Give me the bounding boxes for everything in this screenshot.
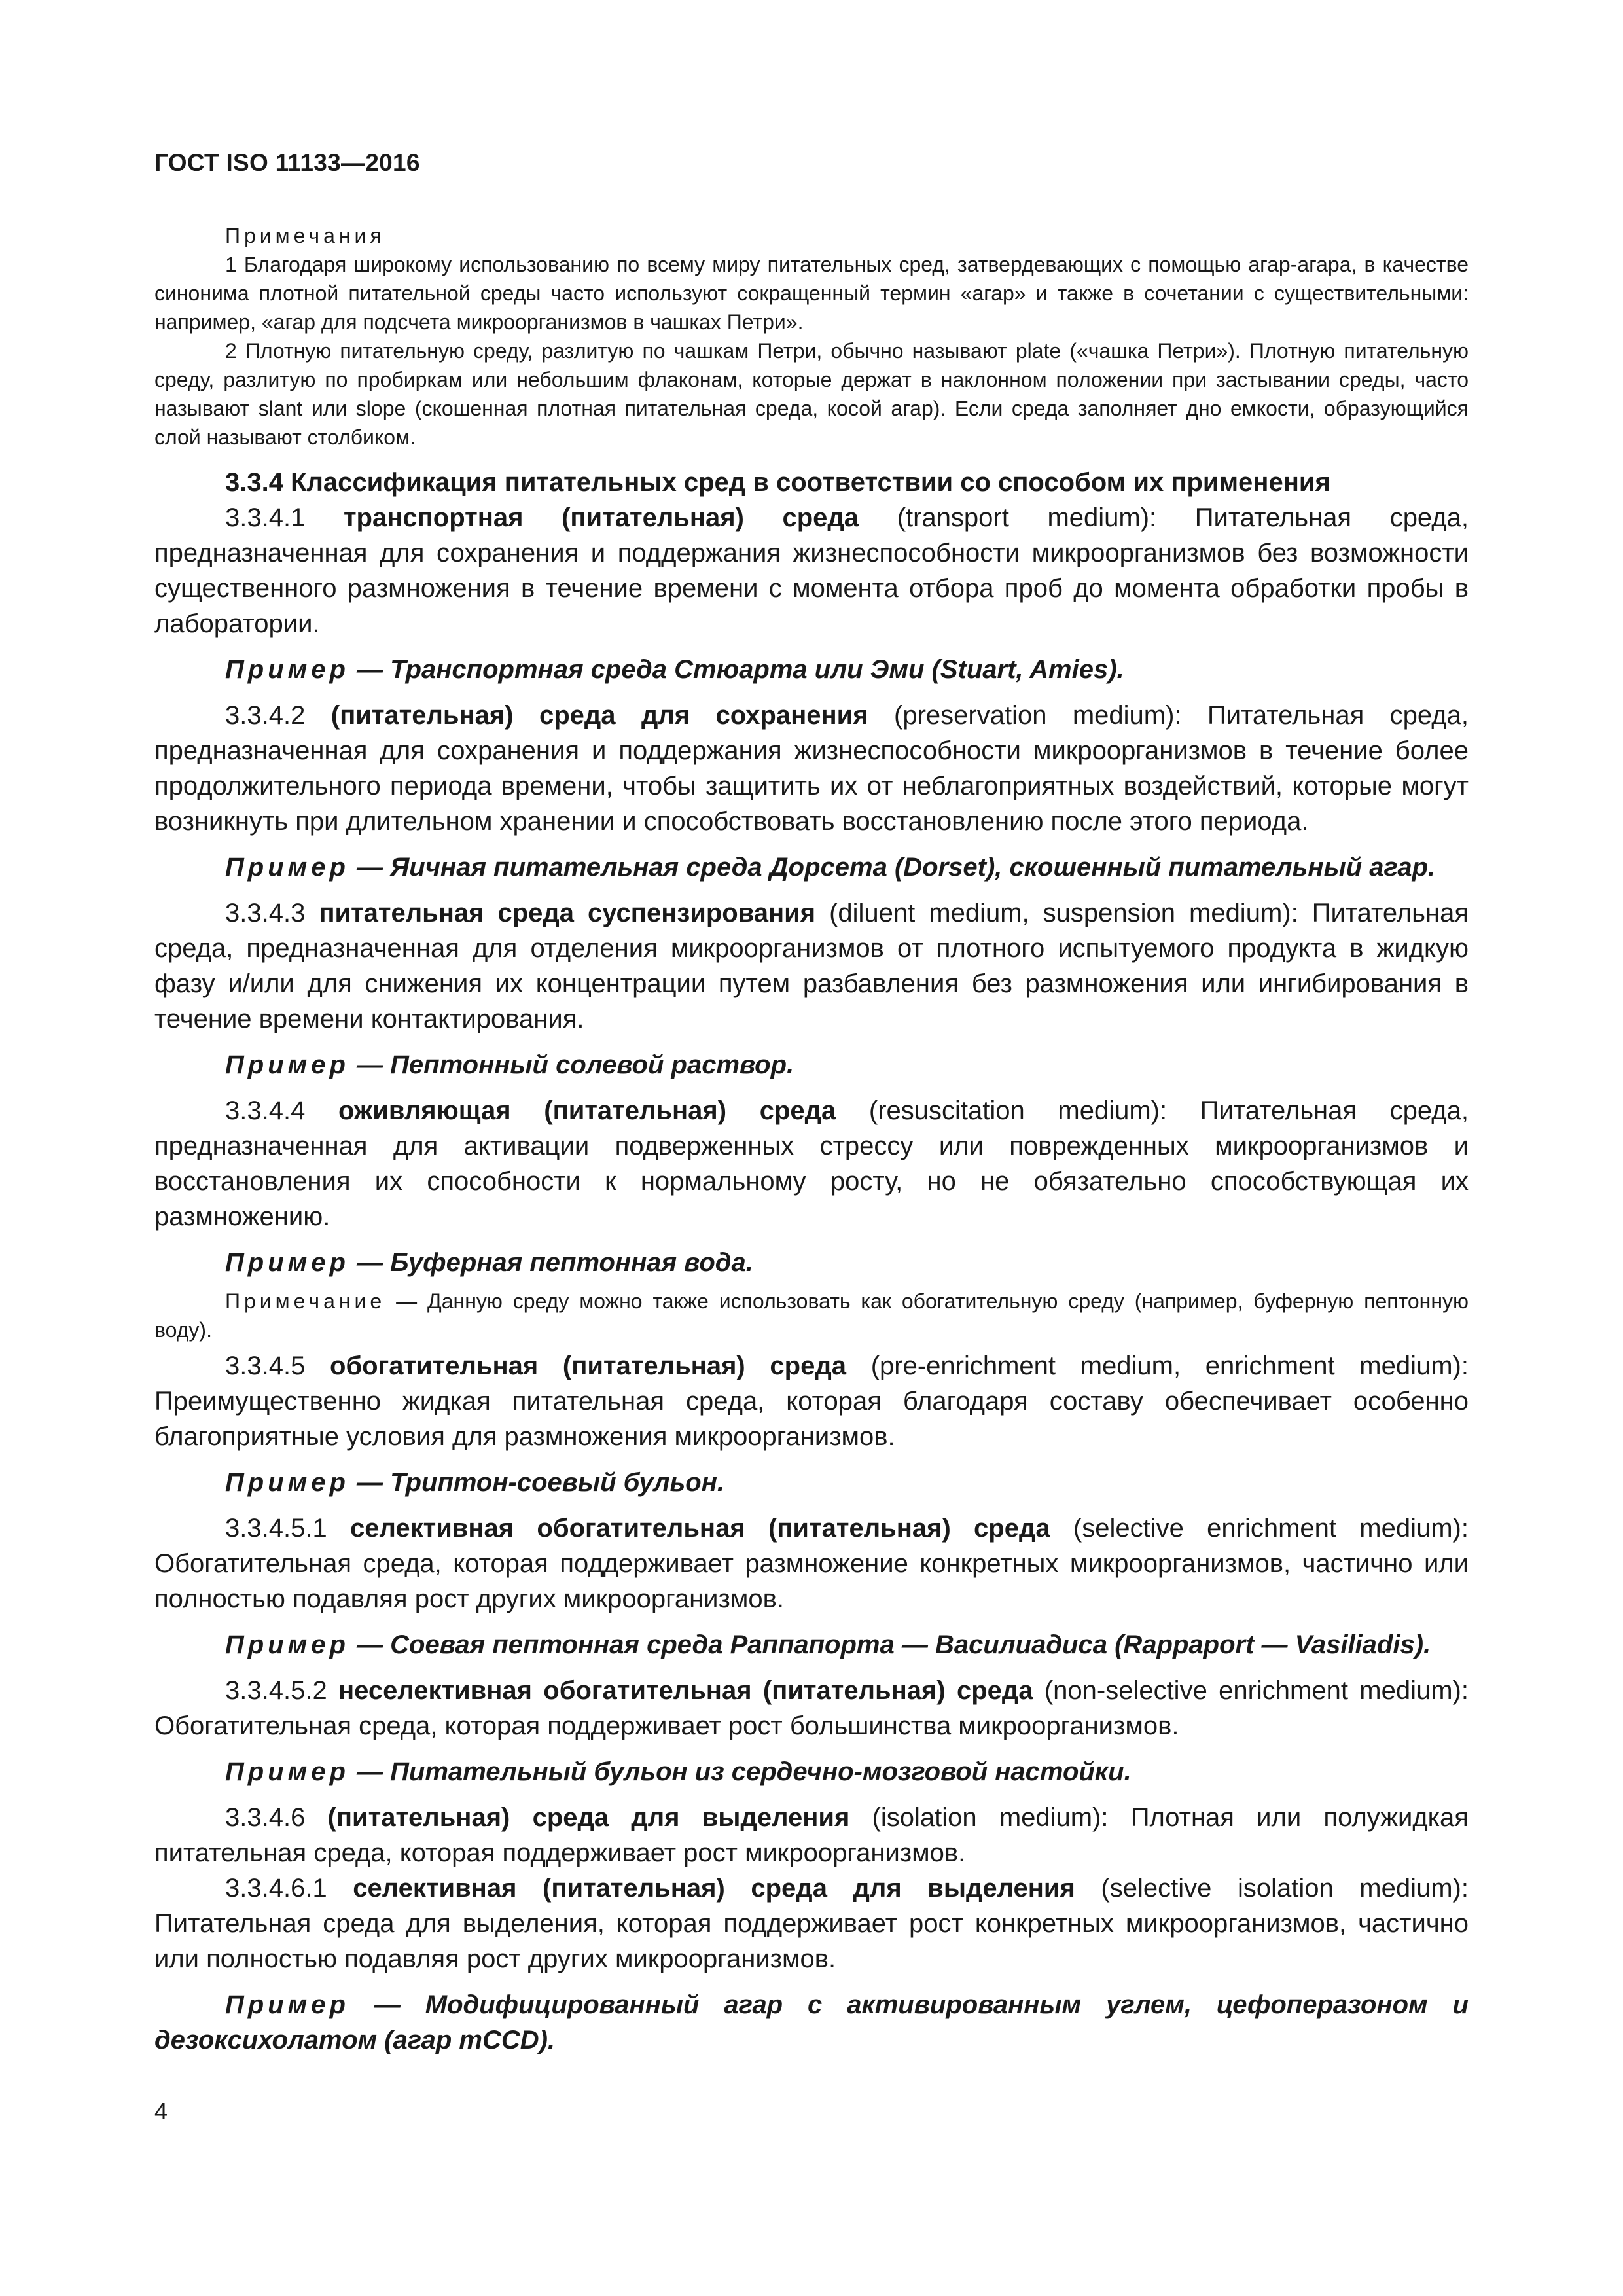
term-number: 3.3.4.5.2 — [225, 1676, 327, 1705]
note-1: 1 Благодаря широкому использованию по всему миру питательных сред, затвердевающих с помощью агар-агара, в качестве синонима плотной питательной среды часто используют сокращенный термин «агар» и также в сочетании с существительными: например, «агар для подсчета микроорганизмов в чашках Петри». — [154, 253, 1469, 334]
example — [154, 1987, 1469, 2058]
term-entry — [154, 1511, 1469, 1617]
example-text: — Соевая пептонная среда Раппапорта — Василиадиса (Rappaport — Vasiliadis). — [357, 1630, 1431, 1659]
section-heading: 3.3.4 Классификация питательных сред в соответствии со способом их применения — [225, 468, 1330, 497]
term-name: транспортная (питательная) среда — [343, 503, 859, 532]
term-entry — [154, 1093, 1469, 1234]
page-body — [154, 221, 1469, 2058]
term-number: 3.3.4.4 — [225, 1096, 306, 1125]
term-definition: (selective isolation medium): Питательная среда для выделения, которая поддерживает рост конкретных микроорганизмов, частично или полностью подавляя рост других микроорганизмов. — [154, 1874, 1469, 1973]
example — [154, 1627, 1469, 1662]
example-lead: Пример — [225, 655, 349, 684]
example — [154, 1465, 1469, 1500]
term-entry — [154, 500, 1469, 641]
term-definition: (transport medium): Питательная среда, предназначенная для сохранения и поддержания жизнеспособности микроорганизмов без возможности существенного размножения в течение времени с момента отбора проб до момента обработки пробы в лаборатории. — [154, 503, 1469, 638]
term-definition: (diluent medium, suspension medium): Питательная среда, предназначенная для отделения микроорганизмов от плотного испытуемого продукта в жидкую фазу и/или для снижения их концентрации путем разбавления без размножения или ингибирования в течение времени контактирования. — [154, 899, 1469, 1033]
example — [154, 850, 1469, 885]
term-name: селективная (питательная) среда для выделения — [353, 1874, 1075, 1903]
term-name: питательная среда суспензирования — [319, 899, 816, 927]
document-header: ГОСТ ISO 11133—2016 — [154, 149, 420, 176]
term-number: 3.3.4.3 — [225, 899, 306, 927]
inline-note-text: — Данную среду можно также использовать как обогатительную среду (например, буферную пептонную воду). — [154, 1289, 1469, 1342]
term-number: 3.3.4.6 — [225, 1803, 306, 1832]
term-entry — [154, 1871, 1469, 1977]
term-definition: (isolation medium): Плотная или полужидкая питательная среда, которая поддерживает рост микроорганизмов. — [154, 1803, 1469, 1867]
example-lead: Пример — [225, 853, 349, 882]
term-number: 3.3.4.1 — [225, 503, 306, 532]
example-text: — Питательный бульон из сердечно-мозговой настойки. — [357, 1757, 1132, 1786]
term-definition: (resuscitation medium): Питательная среда, предназначенная для активации подверженных стрессу или поврежденных микроорганизмов и восстановления их способности к нормальному росту, но не обязательно способствующая их размножению. — [154, 1096, 1469, 1231]
example-lead: Пример — [225, 1630, 349, 1659]
example-text: — Буферная пептонная вода. — [357, 1248, 753, 1277]
term-number: 3.3.4.5.1 — [225, 1514, 327, 1543]
example — [154, 652, 1469, 687]
example-text: — Транспортная среда Стюарта или Эми (Stuart, Amies). — [357, 655, 1124, 684]
example-lead: Пример — [225, 1990, 349, 2019]
term-name: селективная обогатительная (питательная) среда — [349, 1514, 1050, 1543]
note-2: 2 Плотную питательную среду, разлитую по чашкам Петри, обычно называют plate («чашка Петри»). Плотную питательную среду, разлитую по пробиркам или небольшим флаконам, которые держат в наклонном положении при застывании среды, часто называют slant или slope (скошенная плотная питательная среда, косой агар). Если среда заполняет дно емкости, образующийся слой называют столбиком. — [154, 339, 1469, 449]
term-name: (питательная) среда для выделения — [327, 1803, 850, 1832]
term-name: обогатительная (питательная) среда — [330, 1352, 846, 1380]
term-number: 3.3.4.6.1 — [225, 1874, 327, 1903]
notes-title: Примечания — [225, 224, 385, 247]
example — [154, 1245, 1469, 1280]
term-number: 3.3.4.2 — [225, 701, 306, 730]
term-entry — [154, 1800, 1469, 1871]
term-name: оживляющая (питательная) среда — [338, 1096, 836, 1125]
term-definition: (selective enrichment medium): Обогатительная среда, которая поддерживает размножение конкретных микроорганизмов, частично или полностью подавляя рост других микроорганизмов. — [154, 1514, 1469, 1613]
example-text: — Пептонный солевой раствор. — [357, 1050, 794, 1079]
example-text: — Яичная питательная среда Дорсета (Dorset), скошенный питательный агар. — [357, 853, 1436, 882]
example — [154, 1047, 1469, 1083]
term-entry — [154, 698, 1469, 839]
term-name: неселективная обогатительная (питательная) среда — [338, 1676, 1033, 1705]
term-definition: (preservation medium): Питательная среда, предназначенная для сохранения и поддержания жизнеспособности микроорганизмов в течение более продолжительного периода времени, чтобы защитить их от неблагоприятных воздействий, которые могут возникнуть при длительном хранении и способствовать восстановлению после этого периода. — [154, 701, 1469, 836]
example-lead: Пример — [225, 1248, 349, 1277]
term-definition: (pre-enrichment medium, enrichment medium): Преимущественно жидкая питательная среда, которая благодаря составу обеспечивает особенно благоприятные условия для размножения микроорганизмов. — [154, 1352, 1469, 1451]
inline-note — [154, 1287, 1469, 1344]
term-entry — [154, 1348, 1469, 1454]
term-number: 3.3.4.5 — [225, 1352, 306, 1380]
example-text: — Модифицированный агар с активированным углем, цефоперазоном и дезоксихолатом (агар mCCD). — [154, 1990, 1469, 2054]
page-number: 4 — [154, 2098, 168, 2125]
inline-note-lead: Примечание — [225, 1289, 386, 1313]
term-entry — [154, 1673, 1469, 1744]
example-lead: Пример — [225, 1757, 349, 1786]
term-entry — [154, 895, 1469, 1037]
term-definition: (non-selective enrichment medium): Обогатительная среда, которая поддерживает рост большинства микроорганизмов. — [154, 1676, 1469, 1740]
example-lead: Пример — [225, 1468, 349, 1497]
term-name: (питательная) среда для сохранения — [330, 701, 868, 730]
example-lead: Пример — [225, 1050, 349, 1079]
example-text: — Триптон-соевый бульон. — [357, 1468, 724, 1497]
example — [154, 1754, 1469, 1789]
